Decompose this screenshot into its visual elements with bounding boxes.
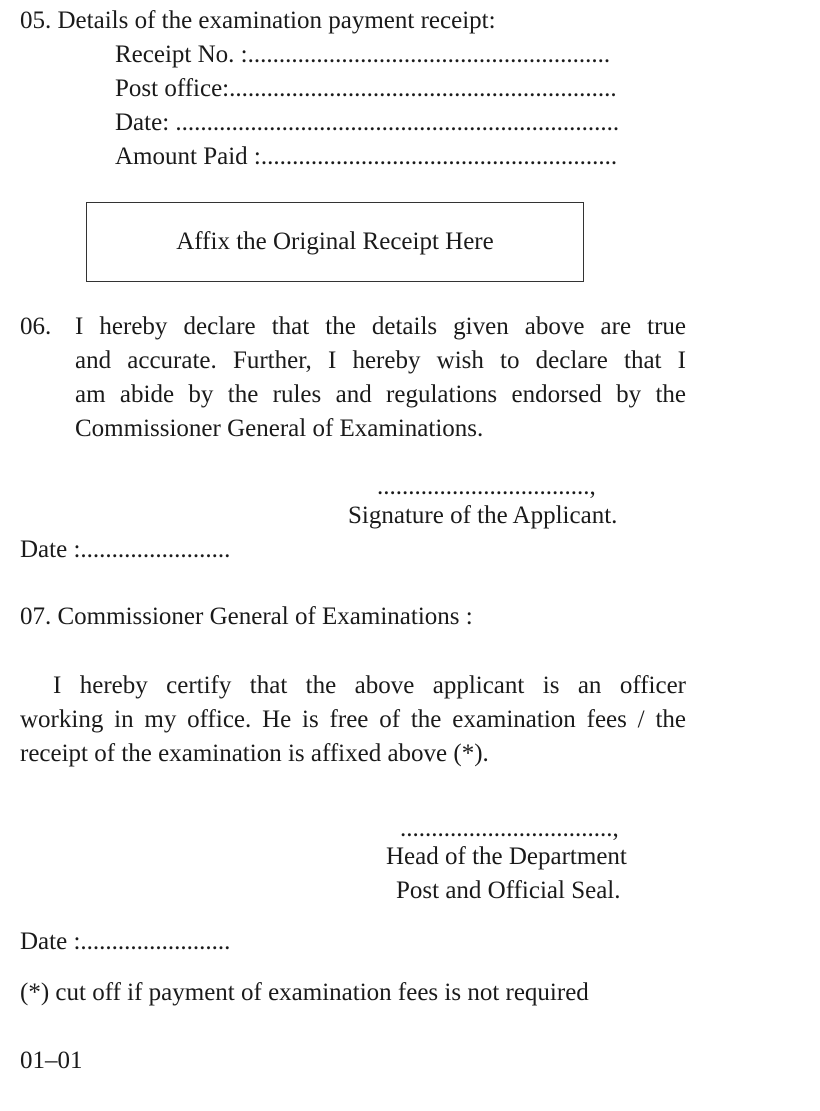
section-06-number: 06. bbox=[20, 313, 52, 340]
amount-paid-field: Amount Paid :......................................................... bbox=[115, 143, 618, 170]
declaration-paragraph bbox=[75, 310, 686, 446]
date-field: Date: ....................................................................... bbox=[115, 109, 620, 136]
page-code: 01–01 bbox=[20, 1047, 83, 1074]
applicant-signature-label: Signature of the Applicant. bbox=[348, 502, 618, 529]
head-signature-line: .................................., bbox=[400, 815, 619, 842]
certification-line: I hereby certify that the above applicant is an officer bbox=[53, 672, 686, 699]
receipt-affix-box bbox=[86, 202, 584, 282]
receipt-affix-label: Affix the Original Receipt Here bbox=[176, 228, 494, 255]
applicant-date-field: Date :........................ bbox=[20, 536, 231, 563]
certification-paragraph bbox=[20, 669, 686, 771]
declaration-line: I hereby declare that the details given above are true bbox=[75, 313, 686, 340]
declaration-line: and accurate. Further, I hereby wish to declare that I bbox=[75, 347, 686, 374]
section-07-heading: 07. Commissioner General of Examinations : bbox=[20, 603, 473, 630]
declaration-line: Commissioner General of Examinations. bbox=[75, 415, 484, 442]
head-of-department-label: Head of the Department bbox=[386, 843, 627, 870]
applicant-signature-line: .................................., bbox=[377, 473, 596, 500]
declaration-line: am abide by the rules and regulations endorsed by the bbox=[75, 381, 686, 408]
certification-line: receipt of the examination is affixed above (*). bbox=[20, 740, 489, 767]
official-seal-label: Post and Official Seal. bbox=[396, 877, 621, 904]
section-05-heading: 05. Details of the examination payment receipt: bbox=[20, 7, 496, 34]
head-date-field: Date :........................ bbox=[20, 928, 231, 955]
post-office-field: Post office:.............................................................. bbox=[115, 75, 617, 102]
receipt-no-field: Receipt No. :.......................................................... bbox=[115, 41, 611, 68]
certification-line: working in my office. He is free of the examination fees / the bbox=[20, 706, 686, 733]
footnote: (*) cut off if payment of examination fees is not required bbox=[20, 979, 589, 1006]
